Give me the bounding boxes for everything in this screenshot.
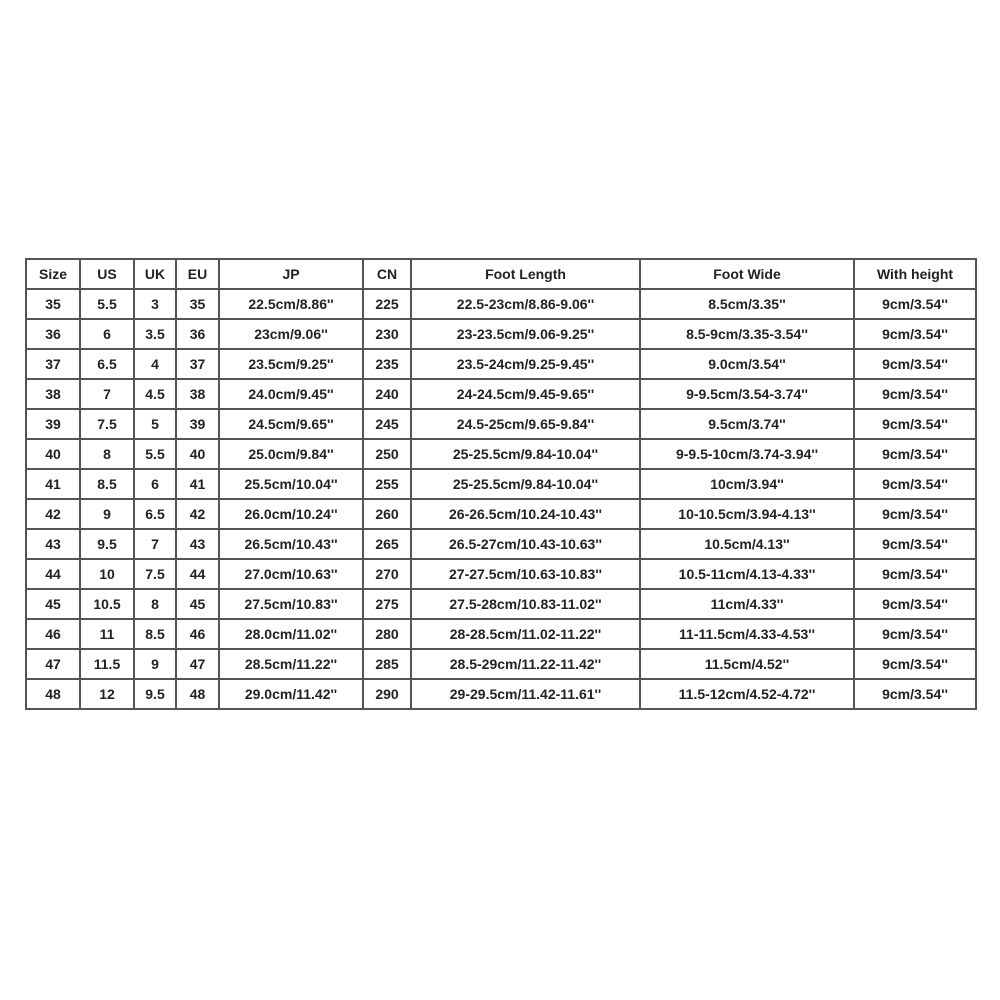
cell-cn: 265 bbox=[363, 529, 411, 559]
cell-uk: 4.5 bbox=[134, 379, 176, 409]
cell-foot-length: 27-27.5cm/10.63-10.83'' bbox=[411, 559, 640, 589]
cell-eu: 47 bbox=[176, 649, 219, 679]
cell-size: 46 bbox=[26, 619, 80, 649]
table-body bbox=[26, 289, 976, 709]
table-row bbox=[26, 529, 976, 559]
cell-cn: 290 bbox=[363, 679, 411, 709]
cell-us: 6 bbox=[80, 319, 134, 349]
cell-cn: 260 bbox=[363, 499, 411, 529]
cell-us: 8 bbox=[80, 439, 134, 469]
cell-jp: 25.0cm/9.84'' bbox=[219, 439, 363, 469]
cell-us: 11.5 bbox=[80, 649, 134, 679]
cell-size: 43 bbox=[26, 529, 80, 559]
cell-eu: 35 bbox=[176, 289, 219, 319]
cell-size: 38 bbox=[26, 379, 80, 409]
cell-eu: 38 bbox=[176, 379, 219, 409]
size-chart-table bbox=[25, 258, 977, 710]
cell-size: 35 bbox=[26, 289, 80, 319]
cell-eu: 42 bbox=[176, 499, 219, 529]
column-header-foot-wide: Foot Wide bbox=[640, 259, 854, 289]
cell-cn: 255 bbox=[363, 469, 411, 499]
cell-jp: 24.5cm/9.65'' bbox=[219, 409, 363, 439]
cell-foot-length: 24-24.5cm/9.45-9.65'' bbox=[411, 379, 640, 409]
cell-cn: 285 bbox=[363, 649, 411, 679]
cell-foot-length: 24.5-25cm/9.65-9.84'' bbox=[411, 409, 640, 439]
table-row bbox=[26, 379, 976, 409]
cell-jp: 23cm/9.06'' bbox=[219, 319, 363, 349]
cell-uk: 5 bbox=[134, 409, 176, 439]
cell-cn: 250 bbox=[363, 439, 411, 469]
cell-us: 10.5 bbox=[80, 589, 134, 619]
cell-foot-length: 25-25.5cm/9.84-10.04'' bbox=[411, 469, 640, 499]
cell-jp: 26.5cm/10.43'' bbox=[219, 529, 363, 559]
cell-uk: 7.5 bbox=[134, 559, 176, 589]
cell-with-height: 9cm/3.54'' bbox=[854, 679, 976, 709]
cell-with-height: 9cm/3.54'' bbox=[854, 649, 976, 679]
cell-eu: 37 bbox=[176, 349, 219, 379]
cell-size: 47 bbox=[26, 649, 80, 679]
cell-cn: 240 bbox=[363, 379, 411, 409]
cell-us: 11 bbox=[80, 619, 134, 649]
cell-uk: 8.5 bbox=[134, 619, 176, 649]
cell-size: 40 bbox=[26, 439, 80, 469]
column-header-uk: UK bbox=[134, 259, 176, 289]
cell-us: 7.5 bbox=[80, 409, 134, 439]
cell-size: 48 bbox=[26, 679, 80, 709]
cell-foot-length: 26-26.5cm/10.24-10.43'' bbox=[411, 499, 640, 529]
cell-with-height: 9cm/3.54'' bbox=[854, 409, 976, 439]
cell-with-height: 9cm/3.54'' bbox=[854, 379, 976, 409]
cell-foot-wide: 10-10.5cm/3.94-4.13'' bbox=[640, 499, 854, 529]
cell-foot-wide: 9.5cm/3.74'' bbox=[640, 409, 854, 439]
cell-cn: 235 bbox=[363, 349, 411, 379]
cell-foot-wide: 9-9.5-10cm/3.74-3.94'' bbox=[640, 439, 854, 469]
cell-foot-wide: 11.5cm/4.52'' bbox=[640, 649, 854, 679]
cell-eu: 45 bbox=[176, 589, 219, 619]
table-row bbox=[26, 589, 976, 619]
table-row bbox=[26, 619, 976, 649]
cell-cn: 280 bbox=[363, 619, 411, 649]
cell-jp: 24.0cm/9.45'' bbox=[219, 379, 363, 409]
table-row bbox=[26, 349, 976, 379]
cell-foot-wide: 9-9.5cm/3.54-3.74'' bbox=[640, 379, 854, 409]
cell-uk: 7 bbox=[134, 529, 176, 559]
column-header-foot-length: Foot Length bbox=[411, 259, 640, 289]
cell-foot-length: 27.5-28cm/10.83-11.02'' bbox=[411, 589, 640, 619]
cell-size: 41 bbox=[26, 469, 80, 499]
column-header-jp: JP bbox=[219, 259, 363, 289]
cell-foot-wide: 10.5-11cm/4.13-4.33'' bbox=[640, 559, 854, 589]
cell-size: 44 bbox=[26, 559, 80, 589]
cell-uk: 6.5 bbox=[134, 499, 176, 529]
cell-eu: 44 bbox=[176, 559, 219, 589]
cell-foot-wide: 8.5cm/3.35'' bbox=[640, 289, 854, 319]
cell-size: 42 bbox=[26, 499, 80, 529]
size-chart-container bbox=[25, 258, 975, 710]
cell-size: 36 bbox=[26, 319, 80, 349]
cell-with-height: 9cm/3.54'' bbox=[854, 349, 976, 379]
cell-with-height: 9cm/3.54'' bbox=[854, 529, 976, 559]
column-header-us: US bbox=[80, 259, 134, 289]
cell-foot-length: 28-28.5cm/11.02-11.22'' bbox=[411, 619, 640, 649]
cell-eu: 41 bbox=[176, 469, 219, 499]
column-header-cn: CN bbox=[363, 259, 411, 289]
cell-us: 12 bbox=[80, 679, 134, 709]
cell-us: 5.5 bbox=[80, 289, 134, 319]
column-header-with-height: With height bbox=[854, 259, 976, 289]
cell-with-height: 9cm/3.54'' bbox=[854, 319, 976, 349]
cell-size: 37 bbox=[26, 349, 80, 379]
cell-size: 39 bbox=[26, 409, 80, 439]
cell-jp: 28.5cm/11.22'' bbox=[219, 649, 363, 679]
cell-with-height: 9cm/3.54'' bbox=[854, 619, 976, 649]
cell-jp: 29.0cm/11.42'' bbox=[219, 679, 363, 709]
cell-foot-length: 29-29.5cm/11.42-11.61'' bbox=[411, 679, 640, 709]
header-row bbox=[26, 259, 976, 289]
cell-foot-wide: 8.5-9cm/3.35-3.54'' bbox=[640, 319, 854, 349]
table-row bbox=[26, 289, 976, 319]
cell-jp: 26.0cm/10.24'' bbox=[219, 499, 363, 529]
cell-uk: 4 bbox=[134, 349, 176, 379]
column-header-size: Size bbox=[26, 259, 80, 289]
cell-uk: 6 bbox=[134, 469, 176, 499]
cell-eu: 46 bbox=[176, 619, 219, 649]
cell-uk: 8 bbox=[134, 589, 176, 619]
cell-foot-length: 23-23.5cm/9.06-9.25'' bbox=[411, 319, 640, 349]
cell-us: 9 bbox=[80, 499, 134, 529]
cell-cn: 225 bbox=[363, 289, 411, 319]
cell-with-height: 9cm/3.54'' bbox=[854, 499, 976, 529]
cell-foot-wide: 10.5cm/4.13'' bbox=[640, 529, 854, 559]
cell-foot-wide: 10cm/3.94'' bbox=[640, 469, 854, 499]
cell-with-height: 9cm/3.54'' bbox=[854, 289, 976, 319]
cell-eu: 36 bbox=[176, 319, 219, 349]
table-row bbox=[26, 409, 976, 439]
table-row bbox=[26, 469, 976, 499]
cell-foot-length: 25-25.5cm/9.84-10.04'' bbox=[411, 439, 640, 469]
cell-jp: 22.5cm/8.86'' bbox=[219, 289, 363, 319]
cell-eu: 43 bbox=[176, 529, 219, 559]
cell-us: 8.5 bbox=[80, 469, 134, 499]
cell-uk: 9 bbox=[134, 649, 176, 679]
table-row bbox=[26, 499, 976, 529]
cell-foot-wide: 11.5-12cm/4.52-4.72'' bbox=[640, 679, 854, 709]
cell-foot-length: 22.5-23cm/8.86-9.06'' bbox=[411, 289, 640, 319]
cell-jp: 23.5cm/9.25'' bbox=[219, 349, 363, 379]
cell-us: 7 bbox=[80, 379, 134, 409]
table-row bbox=[26, 649, 976, 679]
cell-uk: 3.5 bbox=[134, 319, 176, 349]
cell-us: 10 bbox=[80, 559, 134, 589]
cell-uk: 3 bbox=[134, 289, 176, 319]
cell-with-height: 9cm/3.54'' bbox=[854, 469, 976, 499]
cell-with-height: 9cm/3.54'' bbox=[854, 589, 976, 619]
cell-uk: 5.5 bbox=[134, 439, 176, 469]
cell-jp: 27.5cm/10.83'' bbox=[219, 589, 363, 619]
cell-cn: 230 bbox=[363, 319, 411, 349]
table-row bbox=[26, 319, 976, 349]
table-row bbox=[26, 679, 976, 709]
table-row bbox=[26, 439, 976, 469]
cell-eu: 48 bbox=[176, 679, 219, 709]
cell-jp: 25.5cm/10.04'' bbox=[219, 469, 363, 499]
cell-foot-wide: 11-11.5cm/4.33-4.53'' bbox=[640, 619, 854, 649]
cell-foot-length: 28.5-29cm/11.22-11.42'' bbox=[411, 649, 640, 679]
cell-foot-wide: 11cm/4.33'' bbox=[640, 589, 854, 619]
cell-uk: 9.5 bbox=[134, 679, 176, 709]
cell-us: 9.5 bbox=[80, 529, 134, 559]
cell-cn: 275 bbox=[363, 589, 411, 619]
table-row bbox=[26, 559, 976, 589]
cell-us: 6.5 bbox=[80, 349, 134, 379]
cell-with-height: 9cm/3.54'' bbox=[854, 439, 976, 469]
cell-jp: 28.0cm/11.02'' bbox=[219, 619, 363, 649]
cell-eu: 39 bbox=[176, 409, 219, 439]
cell-foot-length: 26.5-27cm/10.43-10.63'' bbox=[411, 529, 640, 559]
cell-cn: 270 bbox=[363, 559, 411, 589]
cell-foot-wide: 9.0cm/3.54'' bbox=[640, 349, 854, 379]
cell-size: 45 bbox=[26, 589, 80, 619]
cell-jp: 27.0cm/10.63'' bbox=[219, 559, 363, 589]
column-header-eu: EU bbox=[176, 259, 219, 289]
cell-foot-length: 23.5-24cm/9.25-9.45'' bbox=[411, 349, 640, 379]
cell-with-height: 9cm/3.54'' bbox=[854, 559, 976, 589]
cell-cn: 245 bbox=[363, 409, 411, 439]
cell-eu: 40 bbox=[176, 439, 219, 469]
